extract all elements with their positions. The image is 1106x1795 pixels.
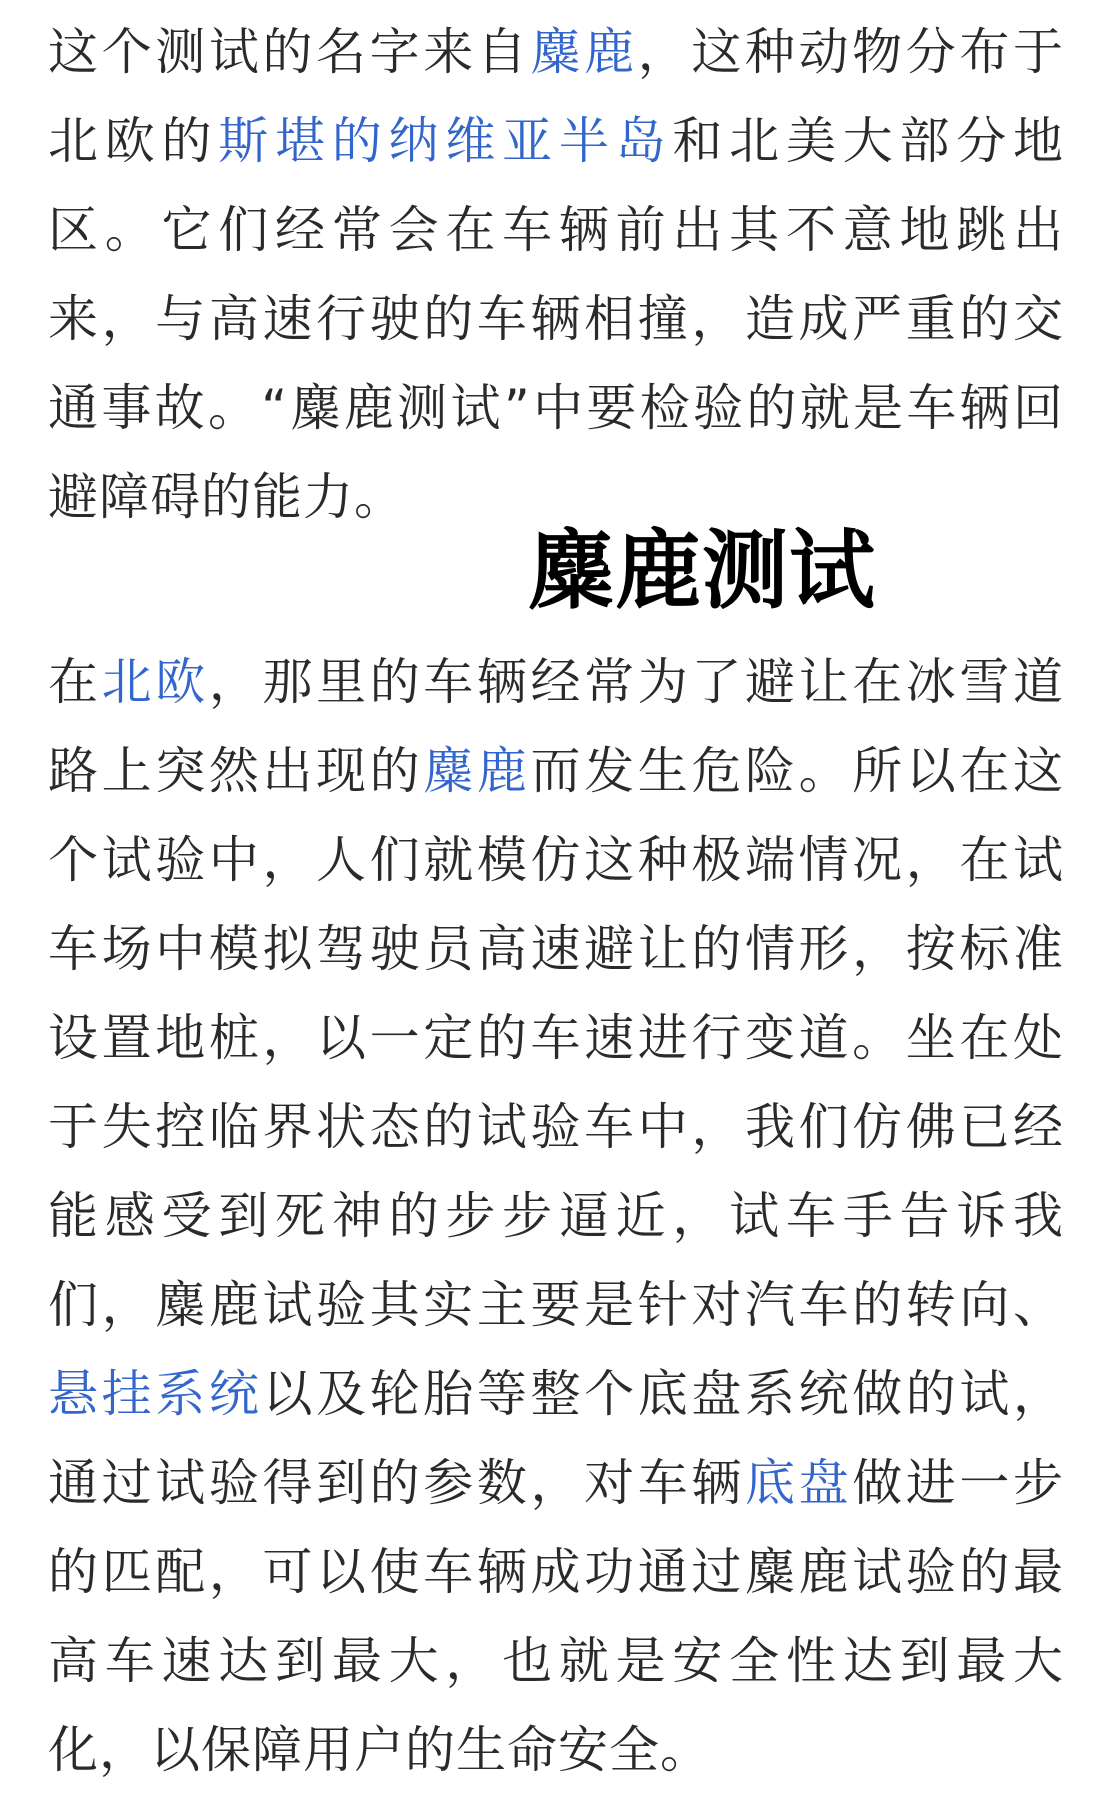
paragraph-moose-origin (48, 0, 1064, 542)
link-northern-europe[interactable]: 北欧 (101, 653, 209, 711)
paragraph-text: 在 (48, 653, 102, 711)
paragraph-text: ，这种动物分布于北欧的 (48, 23, 1065, 170)
paragraph-text: 做进一步的匹配，可以使车辆成功通过麋鹿试验的最高车速达到最大，也就是安全性达到最大化，以保障用户的生命安全。 (48, 1454, 1065, 1779)
overlay-title: 麋鹿测试 (528, 521, 876, 621)
paragraph-text: 和北美大部分地区。它们经常会在车辆前出其不意地跳出来，与高速行驶的车辆相撞，造成严重的交通事故。“麋鹿测试”中要检验的就是车辆回避障碍的能力。 (48, 112, 1065, 526)
paragraph-text: 而发生危险。所以在这个试验中，人们就模仿这种极端情况，在试车场中模拟驾驶员高速避让的情形，按标准设置地桩，以一定的车速进行变道。坐在处于失控临界状态的试验车中，我们仿佛已经能感受到死神的步步逼近，试车手告诉我们，麋鹿试验其实主要是针对汽车的转向、 (48, 742, 1065, 1334)
paragraph-text: ，那里的车辆经常为了避让在冰雪道路上突然出现的 (48, 653, 1065, 800)
link-suspension-system[interactable]: 悬挂系统 (48, 1365, 263, 1423)
paragraph-text: 这个测试的名字来自 (48, 23, 531, 81)
link-moose[interactable]: 麋鹿 (530, 23, 638, 81)
paragraph-moose-test-details (48, 638, 1064, 1795)
title-row (48, 516, 1064, 638)
link-scandinavian-peninsula[interactable]: 斯堪的纳维亚半岛 (218, 112, 673, 170)
paragraph-text: 以及轮胎等整个底盘系统做的试，通过试验得到的参数，对车辆 (48, 1365, 1065, 1512)
article-body (48, 0, 1064, 1795)
link-moose[interactable]: 麋鹿 (423, 742, 531, 800)
link-chassis[interactable]: 底盘 (744, 1454, 853, 1512)
